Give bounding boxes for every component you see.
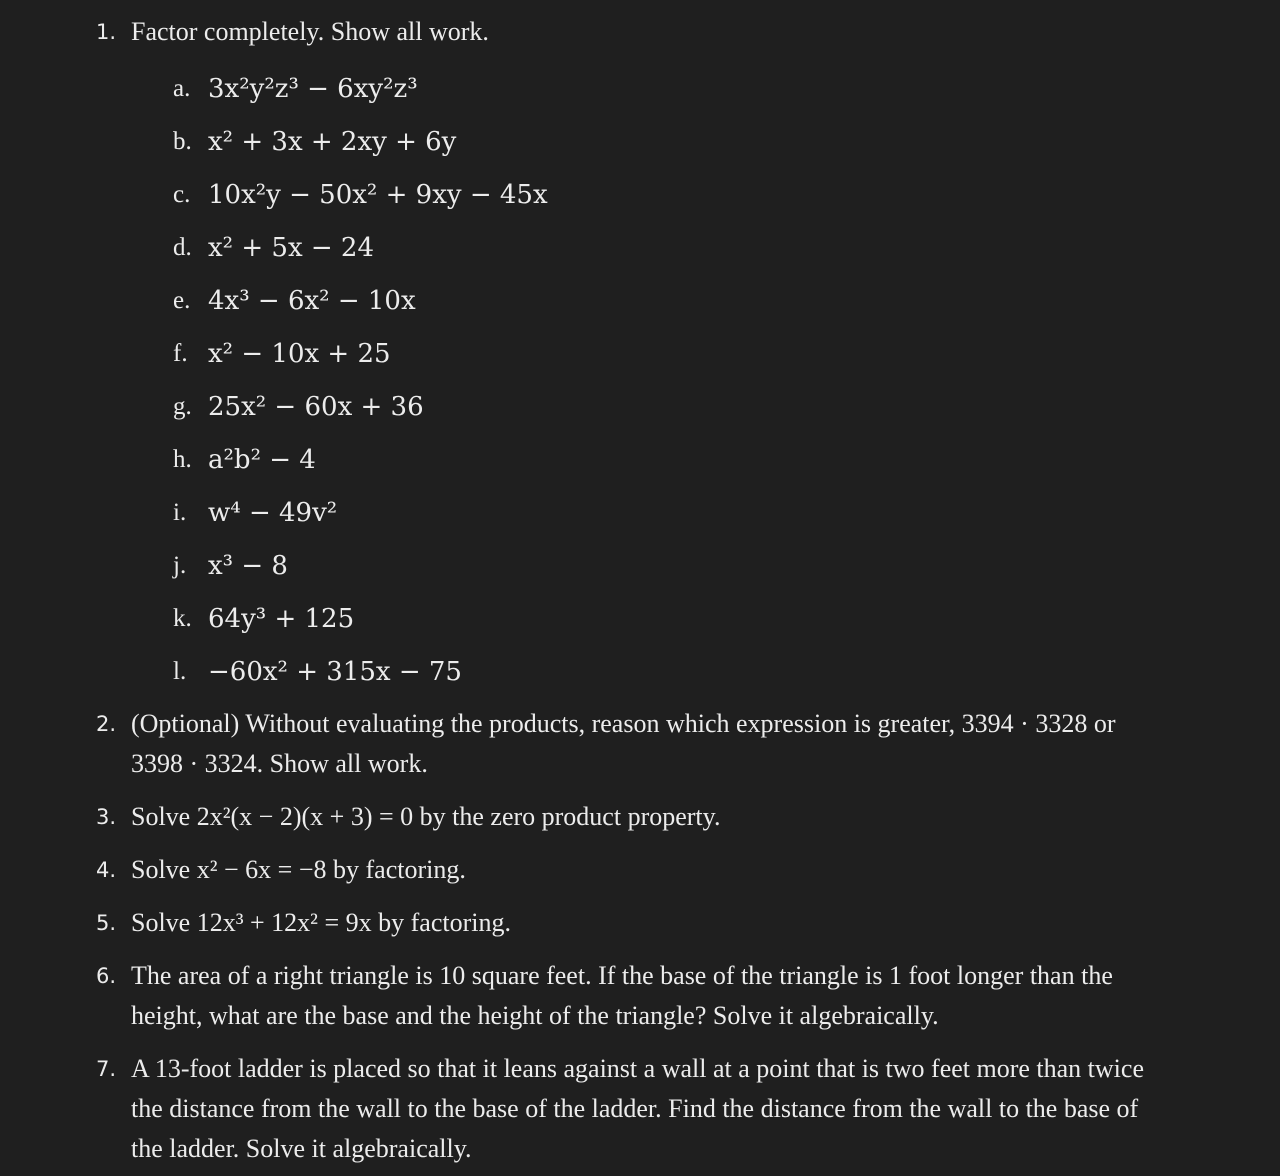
sub-question-label: i. xyxy=(173,498,187,526)
question-number: 7. xyxy=(96,1057,117,1081)
question-4 xyxy=(96,850,1156,890)
question-3 xyxy=(96,797,1156,837)
sub-question-list xyxy=(131,62,1156,698)
question-number: 6. xyxy=(96,964,117,988)
question-text: (Optional) Without evaluating the products, reason which expression is greater, 3394 · 3328 or 3398 · 3324. Show all work. xyxy=(131,709,1116,778)
question-number: 2. xyxy=(96,712,117,736)
math-expression: x² + 5x − 24 xyxy=(208,232,375,263)
math-expression: x³ − 8 xyxy=(208,550,288,581)
sub-question-label: f. xyxy=(173,339,188,367)
math-expression: a²b² − 4 xyxy=(208,444,316,475)
question-text: Solve 2x²(x − 2)(x + 3) = 0 by the zero product property. xyxy=(131,802,721,831)
math-expression: 64y³ + 125 xyxy=(208,603,355,634)
sub-question-c xyxy=(173,168,1156,221)
question-7 xyxy=(96,1049,1156,1169)
math-expression: 4x³ − 6x² − 10x xyxy=(208,285,416,316)
question-text: The area of a right triangle is 10 square feet. If the base of the triangle is 1 foot longer than the height, what are the base and the height of the triangle? Solve it algebraically. xyxy=(131,961,1113,1030)
sub-question-h xyxy=(173,433,1156,486)
question-number: 3. xyxy=(96,805,117,829)
sub-question-l xyxy=(173,645,1156,698)
sub-question-g xyxy=(173,380,1156,433)
math-expression: 3x²y²z³ − 6xy²z³ xyxy=(208,73,418,104)
question-number: 5. xyxy=(96,911,117,935)
math-expression: 10x²y − 50x² + 9xy − 45x xyxy=(208,179,548,210)
sub-question-label: k. xyxy=(173,604,192,632)
sub-question-j xyxy=(173,539,1156,592)
sub-question-label: d. xyxy=(173,233,192,261)
sub-question-a xyxy=(173,62,1156,115)
question-6 xyxy=(96,956,1156,1036)
sub-question-label: g. xyxy=(173,392,192,420)
question-2 xyxy=(96,704,1156,784)
math-expression: x² + 3x + 2xy + 6y xyxy=(208,126,457,157)
sub-question-label: h. xyxy=(173,445,192,473)
math-expression: 25x² − 60x + 36 xyxy=(208,391,424,422)
sub-question-i xyxy=(173,486,1156,539)
question-number: 4. xyxy=(96,858,117,882)
sub-question-d xyxy=(173,221,1156,274)
sub-question-e xyxy=(173,274,1156,327)
sub-question-label: e. xyxy=(173,286,191,314)
sub-question-label: b. xyxy=(173,127,192,155)
worksheet xyxy=(96,12,1156,1169)
question-text: A 13-foot ladder is placed so that it leans against a wall at a point that is two feet more than twice the distance from the wall to the base of the ladder. Find the distance from the wall to the base of the ladder. Solve it algebraically. xyxy=(131,1054,1144,1163)
sub-question-label: l. xyxy=(173,657,187,685)
question-text: Solve x² − 6x = −8 by factoring. xyxy=(131,855,466,884)
sub-question-f xyxy=(173,327,1156,380)
math-expression: w⁴ − 49v² xyxy=(208,497,338,528)
sub-question-label: j. xyxy=(173,551,187,579)
question-5 xyxy=(96,903,1156,943)
question-1 xyxy=(96,12,1156,698)
math-expression: x² − 10x + 25 xyxy=(208,338,391,369)
question-text: Factor completely. Show all work. xyxy=(131,17,489,46)
sub-question-k xyxy=(173,592,1156,645)
sub-question-label: c. xyxy=(173,180,191,208)
question-number: 1. xyxy=(96,20,117,44)
sub-question-label: a. xyxy=(173,74,191,102)
question-text: Solve 12x³ + 12x² = 9x by factoring. xyxy=(131,908,511,937)
sub-question-b xyxy=(173,115,1156,168)
math-expression: −60x² + 315x − 75 xyxy=(208,656,462,687)
